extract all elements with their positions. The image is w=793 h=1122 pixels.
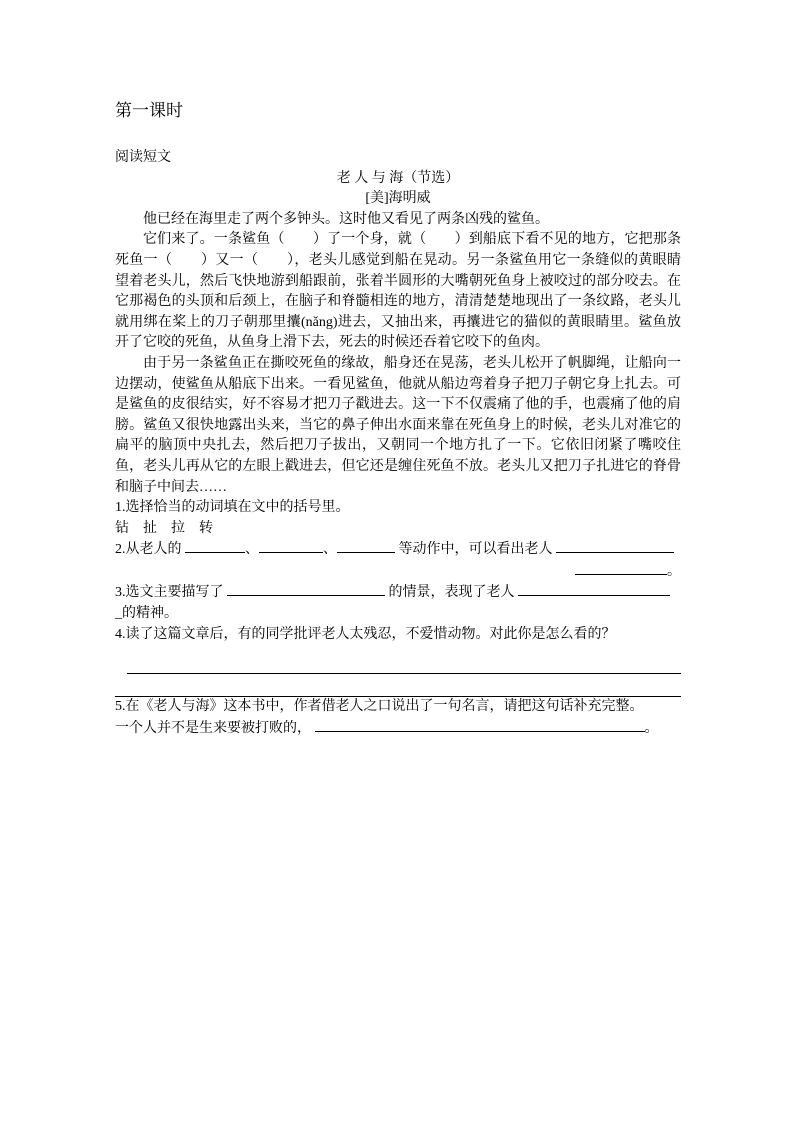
answer-blank [575, 561, 667, 575]
question-5-text: 5.在《老人与海》这本书中，作者借老人之口说出了一句名言，请把这句话补充完整。 [115, 699, 644, 715]
answer-line [115, 674, 681, 697]
answer-blank [227, 582, 385, 596]
answer-blank [315, 718, 645, 732]
question-4-text: 4.读了这篇文章后，有的同学批评老人太残忍，不爱惜动物。对此你是怎么看的？ [115, 626, 616, 642]
passage-author: [美]海明威 [365, 191, 431, 207]
question-5-period: 。 [644, 720, 659, 736]
answer-blank [185, 539, 245, 553]
question-3-continuation: _的精神。 [115, 606, 178, 622]
answer-blank [337, 539, 395, 553]
question-1-text: 1.选择恰当的动词填在文中的括号里。 [115, 500, 350, 516]
question-2-lead: 2.从老人的 [115, 542, 182, 558]
section-label: 阅读短文 [115, 150, 171, 165]
answer-blank [259, 539, 323, 553]
answer-line [127, 651, 681, 674]
question-5-stem: 一个人并不是生来要被打败的， [115, 720, 311, 736]
question-2-period: 。 [667, 563, 681, 579]
separator: 、 [245, 542, 259, 558]
question-2-continuation [115, 561, 681, 583]
passage-paragraph-1: 他已经在海里走了两个多钟头。这时他又看见了两条凶残的鲨鱼。 [143, 211, 549, 227]
question-3-line [115, 582, 681, 604]
passage-paragraph-3: 由于另一条鲨鱼正在撕咬死鱼的缘故，船身还在晃荡，老头儿松开了帆脚绳，让船向一边摆动，使鲨鱼从船底下出来。一看见鲨鱼，他就从船边弯着身子把刀子朝它身上扎去。可是鲨鱼的皮很结实，好不容易才把刀子戳进去。这一下不仅震痛了他的手，也震痛了他的肩膀。鲨鱼又很快地露出头来，当它的鼻子伸出水面来靠在死鱼身上的时候，老头儿对准它的扁平的脑顶中央扎去，然后把刀子拔出，又朝同一个地方扎了一下。它依旧闭紧了嘴咬住鱼，老头儿再从它的左眼上戳进去，但它还是缠住死鱼不放。老头儿又把刀子扎进它的脊骨和脑子中间去…… [115, 355, 681, 495]
passage-title: 老 人 与 海（节选） [336, 170, 460, 186]
question-5-stem-line [115, 718, 681, 740]
question-1-options: 钻 扯 拉 转 [115, 520, 213, 536]
question-3-mid: 的情景，表现了老人 [388, 585, 515, 601]
answer-blank [556, 539, 674, 553]
question-2-mid: 等动作中，可以看出老人 [398, 542, 553, 558]
passage-paragraph-2: 它们来了。一条鲨鱼（ ）了一个身，就（ ）到船底下看不见的地方，它把那条死鱼一（ ）又一（ ），老头儿感觉到船在晃动。另一条鲨鱼用它一条缝似的黄眼睛望着老头儿，然后飞快地游到船跟前，张着半圆形的大嘴朝死鱼身上被咬过的部分咬去。在它那褐色的头顶和后颈上，在脑子和脊髓相连的地方，清清楚楚地现出了一条纹路，老头儿就用绑在桨上的刀子朝那里攮(nǎng)进去，又抽出来，再攮进它的猫似的黄眼睛里。鲨鱼放开了它咬的死鱼，从鱼身上滑下去，死去的时候还吞着它咬下的鱼肉。 [115, 232, 681, 351]
page-title: 第一课时 [115, 101, 183, 120]
question-2-line [115, 539, 681, 561]
answer-blank [518, 582, 670, 596]
separator: 、 [323, 542, 337, 558]
question-3-lead: 3.选文主要描写了 [115, 585, 224, 601]
